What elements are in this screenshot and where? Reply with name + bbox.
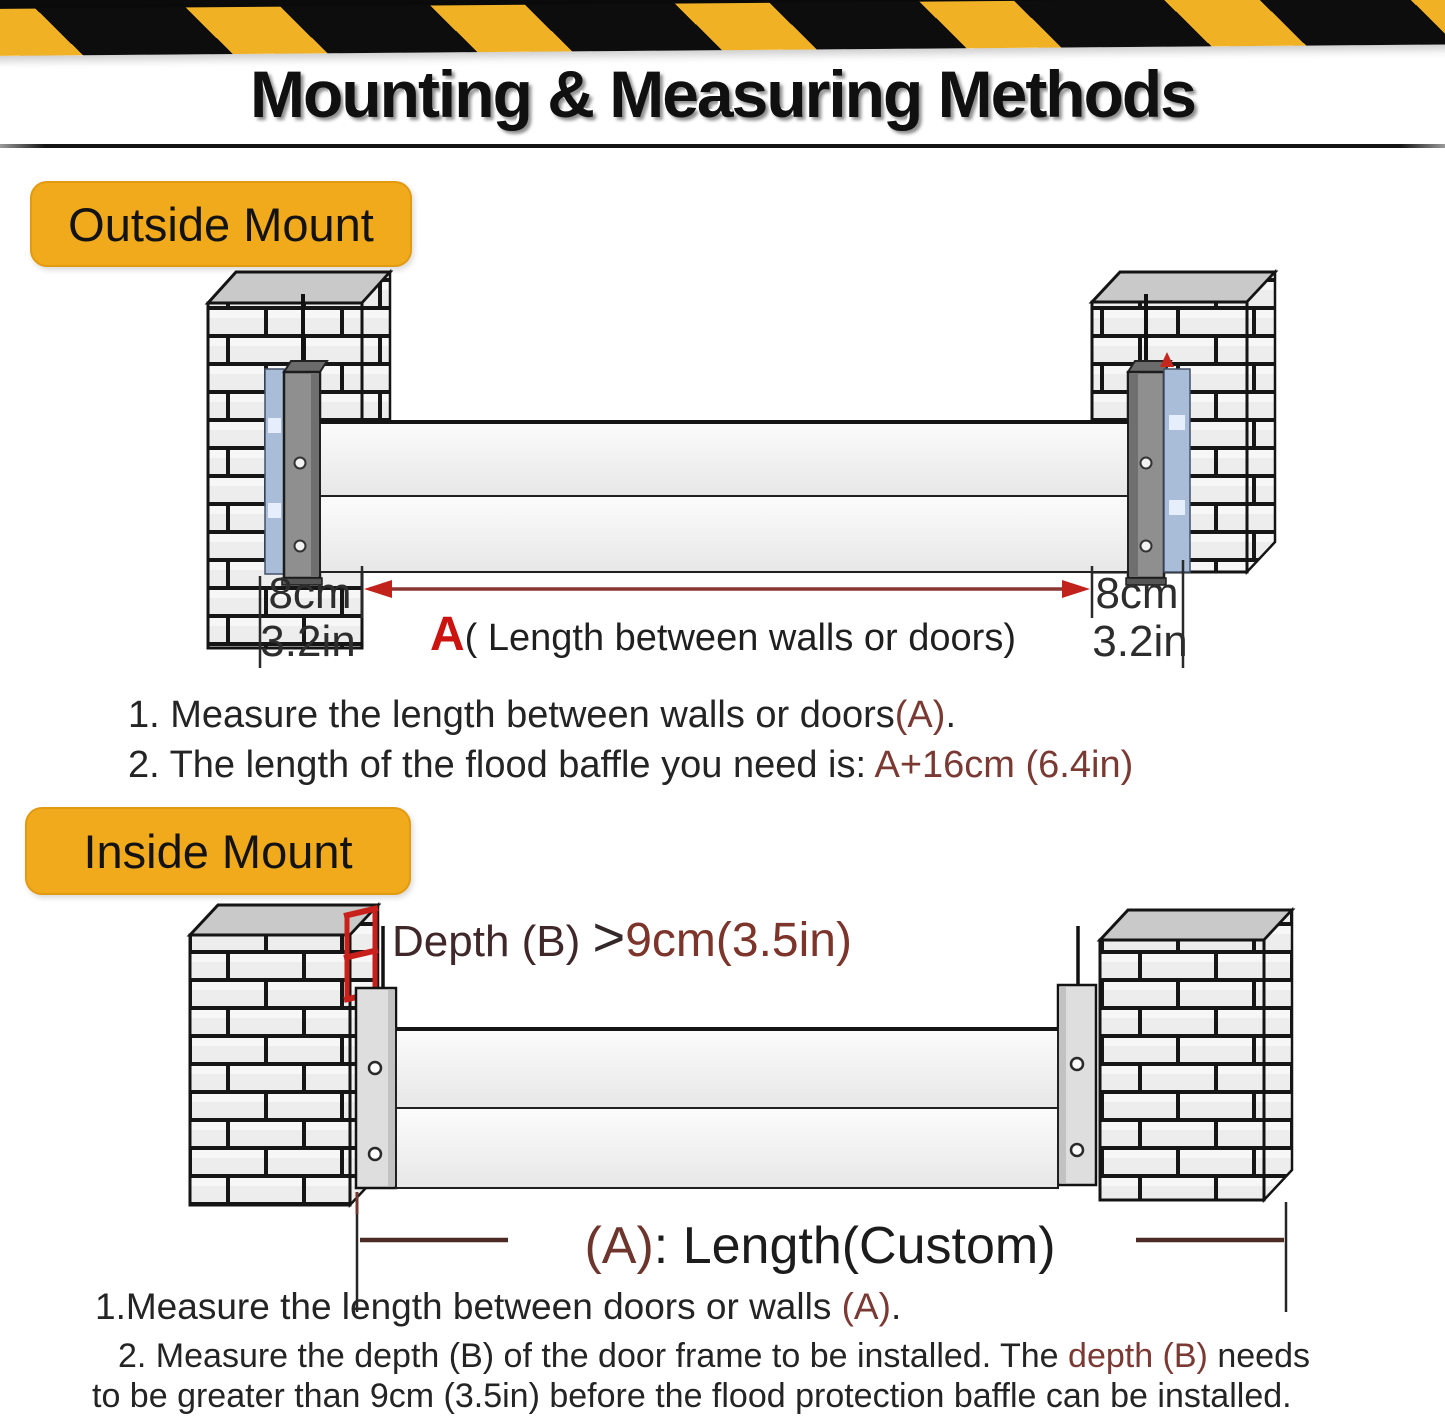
step-text: . [945, 694, 956, 736]
step-text: 1. Measure the length between walls or doors [128, 694, 895, 736]
span-label [430, 608, 1016, 661]
arrow-head-left-icon [364, 580, 392, 598]
step-highlight: (A) [841, 1286, 891, 1327]
outside-mount-badge [30, 181, 412, 267]
left-channel-cap [284, 361, 327, 372]
span-label-text: ( Length between walls or doors) [464, 617, 1016, 659]
step-highlight: depth (B) [1068, 1337, 1208, 1375]
screw-hole [1141, 458, 1152, 469]
inside-step-2-line-2 [92, 1377, 1292, 1416]
right-wall-top-face [1100, 910, 1292, 940]
seal-magnet [1169, 415, 1185, 430]
span-marker-a: A [430, 608, 465, 661]
depth-note [392, 905, 852, 968]
step-highlight: (A) [894, 694, 946, 736]
right-post-shade [1059, 987, 1066, 1183]
right-wall-front-face [1100, 940, 1264, 1200]
step-text: 2. Measure the depth (B) of the door frame to be installed. The [118, 1337, 1069, 1375]
left-channel-shade [311, 374, 319, 576]
seal-magnet [1169, 500, 1185, 515]
left-seal-strip [265, 369, 284, 574]
step-text: 1.Measure the length between doors or walls [95, 1286, 842, 1327]
depth-note-label: Depth (B) [392, 917, 593, 966]
screw-hole [1141, 541, 1152, 552]
left-post-shade [388, 990, 395, 1186]
left-wall-front-face [190, 935, 350, 1205]
arrow-head-right-icon [1062, 580, 1090, 598]
length-label [584, 1217, 1055, 1275]
flood-baffle-board-bottom [320, 496, 1128, 572]
left-dim-cm: 8cm [268, 569, 352, 618]
left-dim-inch: 3.2in [260, 617, 356, 666]
inside-step-1 [95, 1286, 901, 1328]
screw-hole [295, 541, 306, 552]
inside-mount-badge-label: Inside Mount [83, 824, 353, 878]
step-text: . [890, 1286, 902, 1327]
screw-hole [1071, 1058, 1083, 1070]
flood-baffle-board-bottom [396, 1108, 1058, 1188]
right-seal-strip [1164, 369, 1190, 572]
right-channel-shade [1130, 374, 1138, 576]
page-title: Mounting & Measuring Methods [250, 57, 1195, 131]
hazard-tape-icon [0, 0, 1445, 56]
step-text: needs [1207, 1337, 1310, 1375]
flood-baffle-board-top [320, 421, 1128, 496]
depth-note-value: 9cm(3.5in) [625, 914, 852, 967]
seal-magnet [268, 418, 281, 433]
outside-step-2 [128, 744, 1133, 787]
screw-hole [369, 1062, 381, 1074]
outside-mount-diagram [0, 262, 1445, 682]
screw-hole [295, 458, 306, 469]
right-dim-inch: 3.2in [1092, 617, 1188, 666]
outside-step-1 [128, 694, 956, 737]
left-wall-top-face [208, 272, 390, 303]
right-wall-top-face [1092, 272, 1275, 302]
step-text: to be greater than 9cm (3.5in) before the flood protection baffle can be installed. [92, 1377, 1292, 1415]
length-label-marker: (A) [584, 1217, 654, 1275]
outside-mount-badge-label: Outside Mount [68, 197, 374, 251]
header-divider [0, 144, 1445, 148]
step-highlight: A+16cm (6.4in) [874, 744, 1134, 786]
screw-hole [1071, 1144, 1083, 1156]
inside-step-2-line-1 [118, 1337, 1310, 1376]
step-text: 2. The length of the flood baffle you need is: [128, 744, 875, 786]
inside-mount-diagram [0, 898, 1445, 1318]
header-banner [0, 0, 1445, 152]
screw-hole [369, 1148, 381, 1160]
flood-baffle-board-top [396, 1028, 1058, 1108]
right-dim-cm: 8cm [1095, 569, 1179, 618]
seal-magnet [268, 503, 281, 518]
right-wall-side-face [1247, 272, 1275, 572]
left-wall-top-face [190, 905, 378, 935]
right-wall-side-face [1264, 910, 1292, 1200]
inside-mount-badge [25, 807, 411, 895]
greater-than-sign: > [592, 905, 626, 968]
length-label-text: : Length(Custom) [653, 1217, 1056, 1275]
